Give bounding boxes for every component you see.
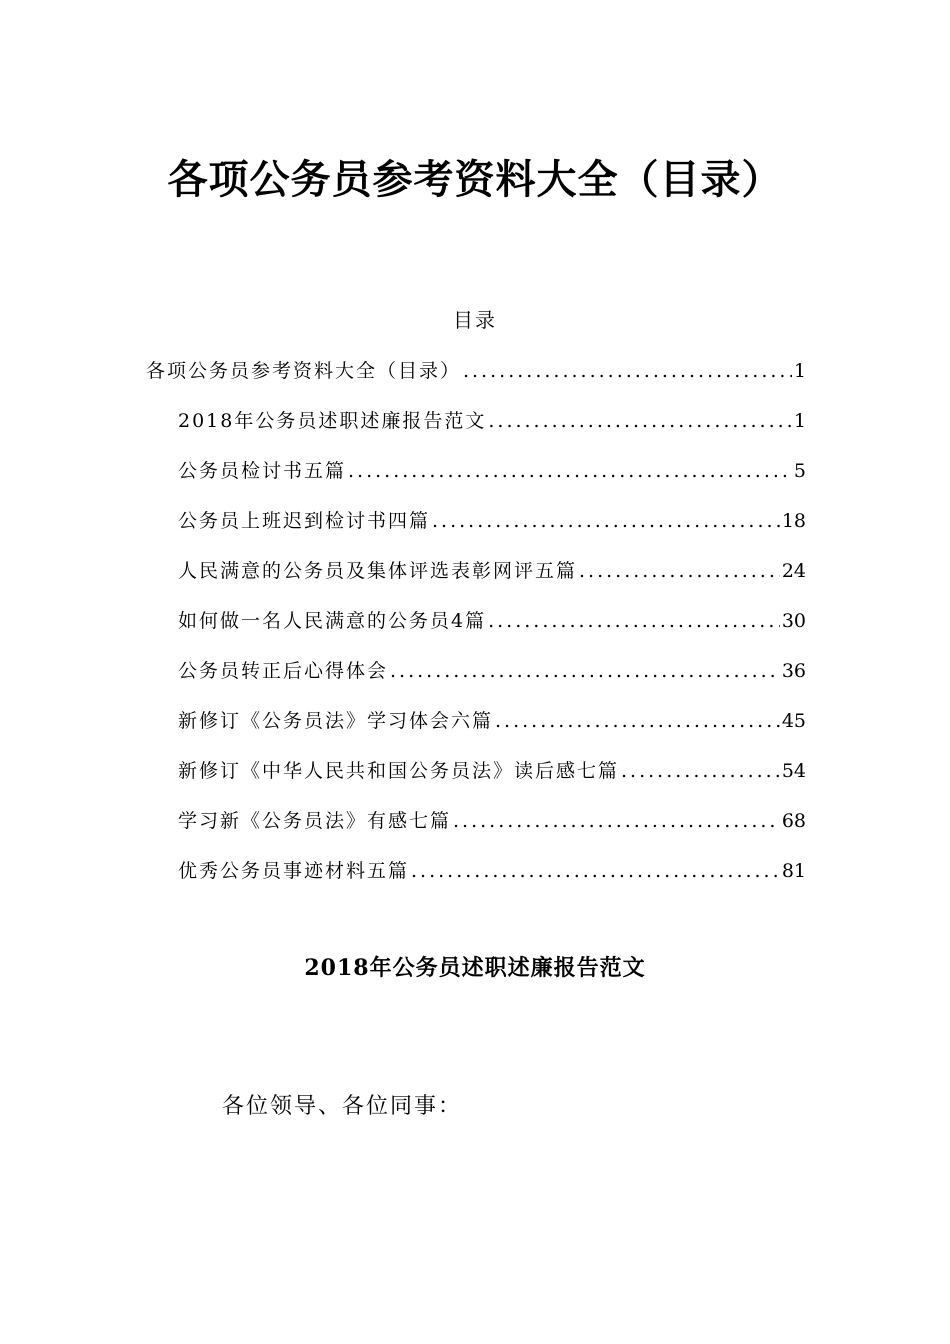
toc-leader-dots [411, 856, 780, 886]
toc-entry-label: 学习新《公务员法》有感七篇 [178, 810, 452, 832]
toc-leader-dots [432, 506, 780, 536]
toc-entry-page: 1 [793, 360, 806, 382]
toc-entry-label: 公务员上班迟到检讨书四篇 [178, 510, 431, 532]
toc-entry[interactable] [178, 756, 806, 786]
section-title: 2018年公务员述职述廉报告范文 [304, 955, 646, 981]
toc-entry[interactable] [178, 656, 806, 686]
salutation-text: 各位领导、各位同事： [222, 1094, 463, 1119]
toc-entry[interactable] [178, 606, 806, 636]
toc-leader-dots [488, 606, 780, 636]
toc-entry-label: 如何做一名人民满意的公务员4篇 [178, 610, 487, 632]
toc-heading: 目录 [453, 308, 497, 332]
toc-leader-dots [621, 756, 780, 786]
toc-entry-label: 新修订《中华人民共和国公务员法》读后感七篇 [178, 760, 620, 782]
toc-entry-page: 68 [781, 810, 806, 832]
toc-entry-page: 81 [781, 860, 806, 882]
toc-entry[interactable] [178, 556, 806, 586]
toc-entry-page: 1 [793, 410, 806, 432]
toc-entry[interactable] [178, 506, 806, 536]
toc-leader-dots [453, 806, 780, 836]
toc-entry[interactable] [146, 356, 806, 386]
toc-entry[interactable] [178, 406, 806, 436]
toc-leader-dots [495, 706, 780, 736]
toc-entry-page: 36 [781, 660, 806, 682]
toc-leader-dots [463, 356, 792, 386]
toc-entry-page: 24 [781, 560, 806, 582]
toc-entry-page: 45 [781, 710, 806, 732]
document-title: 各项公务员参考资料大全（目录） [167, 157, 783, 203]
toc-leader-dots [488, 406, 792, 436]
toc-entry-page: 30 [781, 610, 806, 632]
toc-entry-label: 新修订《公务员法》学习体会六篇 [178, 710, 494, 732]
toc-entry[interactable] [178, 456, 806, 486]
toc-entry-page: 54 [781, 760, 806, 782]
toc-entry-label: 公务员转正后心得体会 [178, 660, 389, 682]
toc-entry[interactable] [178, 706, 806, 736]
toc-leader-dots [579, 556, 780, 586]
toc-leader-dots [390, 656, 780, 686]
toc-leader-dots [348, 456, 792, 486]
toc-entry[interactable] [178, 806, 806, 836]
toc-entry-label: 公务员检讨书五篇 [178, 460, 347, 482]
toc-entry-page: 18 [781, 510, 806, 532]
toc-entry[interactable] [178, 856, 806, 886]
toc-entry-label: 人民满意的公务员及集体评选表彰网评五篇 [178, 560, 578, 582]
toc-entry-label: 各项公务员参考资料大全（目录） [146, 360, 462, 382]
toc-entry-page: 5 [793, 460, 806, 482]
toc-entry-label: 优秀公务员事迹材料五篇 [178, 860, 410, 882]
toc-entry-label: 2018年公务员述职述廉报告范文 [178, 410, 487, 432]
